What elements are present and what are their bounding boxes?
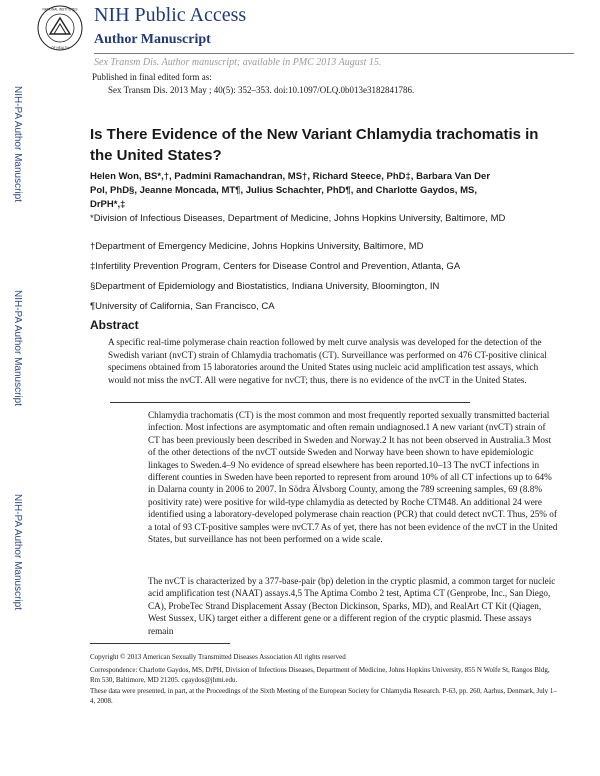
affiliation-4: §Department of Epidemiology and Biostatistics, Indiana University, Bloomington, IN [90,281,440,292]
sidebar-label-3: NIH-PA Author Manuscript [12,494,23,610]
sidebar-label-1: NIH-PA Author Manuscript [12,86,23,202]
nih-public-access-title: NIH Public Access [94,4,247,26]
affiliation-5: ¶University of California, San Francisco, CA [90,301,275,312]
article-title [90,124,540,166]
abstract-divider [110,402,470,403]
body-paragraph-2: The nvCT is characterized by a 377-base-pair (bp) deletion in the cryptic plasmid, a common target for nucleic acid amplification test (NAAT) assays.4,5 The Aptima Combo 2 test, Aptima CT (Genprobe, Inc., San Diego, CA), ProbeTec Strand Displacement Assay (Becton Dickinson, Sparks, MD), and RealArt CT Kit (Qiagen, West Sussex, UK) target either a different gene or a different region of the cryptic plasmid. These assays remain [148,576,556,636]
affiliation-3: ‡Infertility Prevention Program, Centers for Disease Control and Prevention, Atlanta, GA [90,261,461,272]
author-manuscript-label: Author Manuscript [94,32,211,47]
title-line-1: Is There Evidence of the New Variant Chlamydia trachomatis in [90,126,539,143]
citation: Sex Transm Dis. 2013 May ; 40(5): 352–353. doi:10.1097/OLQ.0b013e3182841786. [108,85,415,95]
abstract-text: A specific real-time polymerase chain reaction followed by melt curve analysis was developed for the detection of the Swedish variant (nvCT) strain of Chlamydia trachomatis (CT). Surveillance was performed on 476 CT-positive clinical specimens obtained from 15 laboratories around the United States using nucleic acid amplification test assays, which would not miss the nvCT. All were negative for nvCT; thus, there is no evidence of the nvCT in the United States. [108,337,547,385]
affiliation-2: †Department of Emergency Medicine, Johns Hopkins University, Baltimore, MD [90,241,424,252]
footnote-divider [90,643,230,644]
published-label: Published in final edited form as: [92,72,212,82]
copyright-note: Copyright © 2013 American Sexually Transmitted Diseases Association All rights reserved [90,653,346,661]
sidebar-label-2: NIH-PA Author Manuscript [12,290,23,406]
abstract-heading: Abstract [90,318,139,332]
authors-line-2: Pol, PhD§, Jeanne Moncada, MT¶, Julius Schachter, PhD¶, and Charlotte Gaydos, MS, [90,185,477,196]
svg-text:NATIONAL INSTITUTES: NATIONAL INSTITUTES [42,7,78,12]
author-list [90,170,540,212]
body-paragraph-1: Chlamydia trachomatis (CT) is the most common and most frequently reported sexually transmitted bacterial infection. Most infections are asymptomatic and often remain undiagnosed.1 A new variant (nvCT) strain of CT has been previously been described in Sweden and Norway.2 It has not been observed in Australia.3 Most of the other detections of the nvCT outside Sweden and Norway have been shown to have epidemiologic linkages to Sweden.4–9 No evidence of spread elsewhere has been reported.10–13 The nvCT infections in different counties in Sweden have been reported to represent from around 10% of all CT infections up to 64% in Dalarna county in 2006 to 2007. In Södra Älvsborg County, among the 789 screening samples, 69 (8.8% positivity rate) were positive for wild-type chlamydia as detected by Roche CTM48. An additional 24 were identified using a laboratory-developed polymerase chain reaction (PCR) that could detect nvCT. Thus, 25% of a total of 93 CT-positive samples were nvCT.7 As of yet, there has not been evidence of the nvCT in the United States, but surveillance has not been performed on a wide scale. [148,410,558,545]
availability-note: Sex Transm Dis. Author manuscript; available in PMC 2013 August 15. [94,57,382,68]
header-divider [94,53,574,54]
presentation-note: These data were presented, in part, at the Proceedings of the Sixth Meeting of the European Society for Chlamydia Research. P-63, pp. 260, Aarhus, Denmark, July 1–4, 2008. [90,687,557,705]
authors-line-1: Helen Won, BS*,†, Padmini Ramachandran, MS†, Richard Steece, PhD‡, Barbara Van Der [90,171,491,182]
title-line-2: the United States? [90,147,222,164]
affiliation-1: *Division of Infectious Diseases, Department of Medicine, Johns Hopkins University, Baltimore, MD [90,213,506,224]
nih-seal-logo [36,4,84,52]
svg-text:OF HEALTH: OF HEALTH [51,46,69,50]
correspondence-note: Correspondence: Charlotte Gaydos, MS, DrPH, Division of Infectious Diseases, Department of Medicine, Johns Hopkins University, 855 N Wolfe St, Rangos Bldg, Rm 530, Baltimore, MD 21205. cgaydos@jhmi.edu. [90,666,550,684]
authors-line-3: DrPH*,‡ [90,199,126,210]
